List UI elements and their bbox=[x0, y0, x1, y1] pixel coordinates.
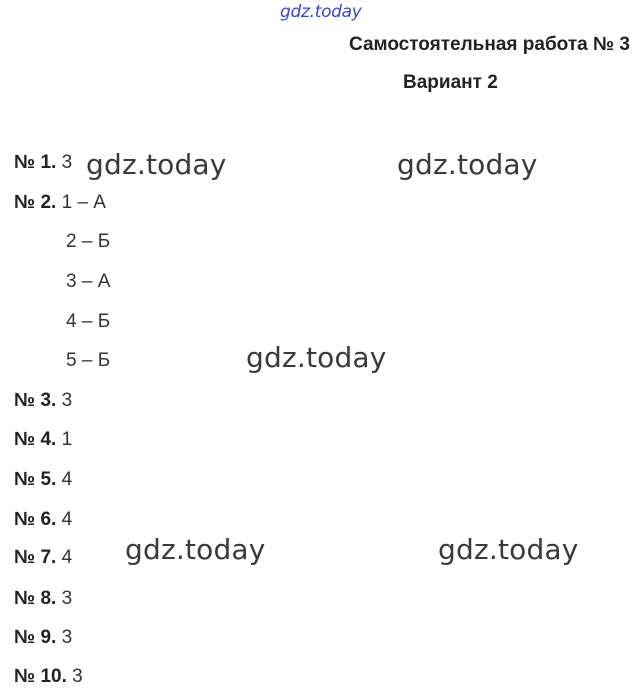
answer-label: № 2. bbox=[14, 192, 57, 213]
answer-row-9 bbox=[14, 626, 72, 650]
answer-value: 3 bbox=[61, 627, 73, 648]
answer-2-sub-item: 5 – Б bbox=[66, 350, 111, 371]
watermark: gdz.today bbox=[397, 148, 538, 181]
answer-row-7 bbox=[14, 546, 72, 570]
answer-row-2 bbox=[14, 191, 106, 215]
answer-value: 4 bbox=[61, 509, 73, 530]
answer-2-sub-item: 3 – А bbox=[66, 271, 111, 292]
watermark-top: gdz.today bbox=[280, 2, 362, 22]
answer-value: 3 bbox=[61, 588, 73, 609]
answer-row-6 bbox=[14, 508, 72, 532]
answer-label: № 10. bbox=[14, 666, 67, 687]
answer-value: 4 bbox=[61, 469, 73, 490]
watermark: gdz.today bbox=[125, 533, 266, 566]
answer-label: № 1. bbox=[14, 152, 57, 173]
answer-label: № 8. bbox=[14, 588, 57, 609]
answer-value: 3 bbox=[61, 152, 73, 173]
answer-label: № 6. bbox=[14, 509, 57, 530]
answer-value: 4 bbox=[61, 547, 73, 568]
answer-label: № 4. bbox=[14, 429, 57, 450]
answer-row-5 bbox=[14, 468, 72, 492]
answer-value: 1 – А bbox=[61, 192, 106, 213]
answer-label: № 5. bbox=[14, 469, 57, 490]
answer-value: 1 bbox=[61, 429, 73, 450]
answer-value: 3 bbox=[61, 390, 73, 411]
answer-label: № 9. bbox=[14, 627, 57, 648]
answer-2-sub-item: 2 – Б bbox=[66, 231, 111, 252]
answer-row-8 bbox=[14, 587, 72, 611]
answer-label: № 7. bbox=[14, 547, 57, 568]
watermark: gdz.today bbox=[246, 341, 387, 374]
answer-value: 3 bbox=[72, 666, 83, 687]
answer-row-3 bbox=[14, 389, 72, 413]
answer-row-1 bbox=[14, 151, 72, 175]
watermark: gdz.today bbox=[438, 533, 579, 566]
watermark: gdz.today bbox=[86, 148, 227, 181]
answer-row-10 bbox=[14, 665, 83, 689]
answer-row-4 bbox=[14, 428, 72, 452]
answer-label: № 3. bbox=[14, 390, 57, 411]
variant-subtitle: Вариант 2 bbox=[403, 72, 498, 93]
page-title: Самостоятельная работа № 3 bbox=[349, 34, 630, 55]
answer-2-sub-item: 4 – Б bbox=[66, 311, 111, 332]
